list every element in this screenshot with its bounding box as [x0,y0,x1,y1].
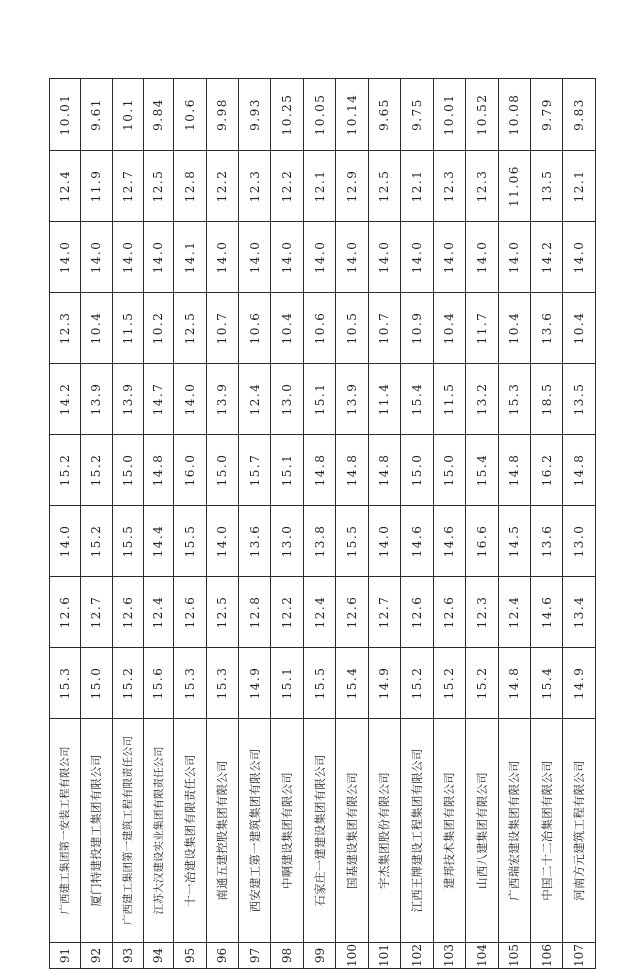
score-cell-6: 12.3 [50,293,81,364]
score-cell-9: 10.52 [466,79,498,151]
score-cell-3: 15.2 [80,506,112,577]
score-cell-8: 12.5 [143,151,174,222]
score-cell-2: 14.6 [531,577,563,648]
score-cell-2: 12.6 [433,577,465,648]
row-number: 92 [80,943,112,969]
company-name: 广西瑞宏建设集团有限公司 [498,719,530,943]
score-cell-5: 13.9 [206,364,238,435]
score-cell-7: 14.0 [271,222,303,293]
score-cell-4: 15.0 [112,435,143,506]
score-cell-3: 14.5 [498,506,530,577]
score-cell-5: 14.7 [143,364,174,435]
score-cell-1: 15.4 [531,648,563,719]
score-cell-4: 15.0 [401,435,433,506]
score-cell-3: 14.0 [50,506,81,577]
score-cell-9: 10.01 [50,79,81,151]
table-row [401,79,433,969]
score-cell-2: 12.7 [368,577,400,648]
score-cell-8: 12.1 [401,151,433,222]
score-cell-1: 14.8 [498,648,530,719]
table-body [50,79,596,969]
score-cell-5: 13.9 [112,364,143,435]
company-name: 中国二十二冶集团有限公司 [531,719,563,943]
score-cell-7: 14.0 [466,222,498,293]
score-cell-5: 11.4 [368,364,400,435]
score-cell-5: 13.9 [80,364,112,435]
score-cell-9: 10.14 [336,79,368,151]
rotated-table-wrapper [49,79,596,969]
score-cell-3: 15.5 [336,506,368,577]
score-cell-2: 12.2 [271,577,303,648]
score-cell-6: 10.7 [206,293,238,364]
row-number: 91 [50,943,81,969]
row-number: 100 [336,943,368,969]
score-cell-2: 12.4 [143,577,174,648]
company-name: 十一冶建设集团有限责任公司 [174,719,206,943]
score-cell-6: 10.2 [143,293,174,364]
table-row [368,79,400,969]
score-cell-4: 15.0 [206,435,238,506]
table-row [303,79,335,969]
score-cell-3: 14.6 [433,506,465,577]
score-cell-1: 15.3 [50,648,81,719]
row-number: 102 [401,943,433,969]
score-cell-7: 14.0 [80,222,112,293]
row-number: 96 [206,943,238,969]
score-cell-7: 14.0 [303,222,335,293]
company-name: 山西八建集团有限公司 [466,719,498,943]
score-cell-9: 9.84 [143,79,174,151]
score-cell-7: 14.0 [238,222,270,293]
score-cell-1: 15.2 [466,648,498,719]
company-name: 江苏大汉建设实业集团有限责任公司 [143,719,174,943]
score-cell-2: 12.6 [401,577,433,648]
company-name: 广西建工集团第一建筑工程有限责任公司 [112,719,143,943]
score-cell-2: 12.5 [206,577,238,648]
score-cell-9: 9.83 [563,79,596,151]
row-number: 94 [143,943,174,969]
score-cell-6: 10.9 [401,293,433,364]
score-cell-1: 15.3 [174,648,206,719]
score-cell-9: 10.08 [498,79,530,151]
score-cell-6: 10.4 [498,293,530,364]
company-name: 广西建工集团第一安装工程有限公司 [50,719,81,943]
row-number: 97 [238,943,270,969]
score-cell-4: 15.2 [80,435,112,506]
score-cell-3: 14.0 [206,506,238,577]
row-number: 95 [174,943,206,969]
score-cell-6: 10.4 [80,293,112,364]
score-cell-4: 14.8 [303,435,335,506]
score-cell-9: 9.79 [531,79,563,151]
score-cell-3: 14.4 [143,506,174,577]
score-cell-6: 10.6 [303,293,335,364]
score-cell-1: 15.4 [336,648,368,719]
company-name: 中啊建设集团有限公司 [271,719,303,943]
score-cell-1: 14.9 [368,648,400,719]
score-cell-6: 10.6 [238,293,270,364]
score-cell-7: 14.0 [498,222,530,293]
score-cell-1: 15.1 [271,648,303,719]
score-cell-9: 10.6 [174,79,206,151]
score-cell-1: 14.9 [238,648,270,719]
row-number: 103 [433,943,465,969]
score-cell-3: 13.6 [531,506,563,577]
score-cell-2: 12.6 [336,577,368,648]
table-row [50,79,81,969]
score-cell-3: 13.8 [303,506,335,577]
company-name: 建邦技术集团有限公司 [433,719,465,943]
score-cell-4: 16.2 [531,435,563,506]
company-name: 厦门特建投建工集团有限公司 [80,719,112,943]
table-row [80,79,112,969]
score-cell-1: 15.2 [112,648,143,719]
score-cell-8: 12.7 [112,151,143,222]
score-cell-4: 15.2 [50,435,81,506]
score-cell-4: 14.8 [336,435,368,506]
score-cell-8: 12.5 [368,151,400,222]
company-name: 国基建设集团有限公司 [336,719,368,943]
score-cell-3: 14.0 [368,506,400,577]
score-cell-4: 14.8 [563,435,596,506]
score-cell-9: 10.1 [112,79,143,151]
score-cell-7: 14.0 [112,222,143,293]
company-name: 河南方元建筑工程有限公司 [563,719,596,943]
score-cell-3: 13.0 [271,506,303,577]
score-cell-6: 11.5 [112,293,143,364]
score-cell-6: 10.4 [271,293,303,364]
score-cell-9: 9.65 [368,79,400,151]
score-cell-8: 12.8 [174,151,206,222]
score-cell-1: 15.0 [80,648,112,719]
score-cell-7: 14.0 [433,222,465,293]
score-cell-4: 15.4 [466,435,498,506]
score-cell-1: 15.6 [143,648,174,719]
company-name: 西安建工第一建筑集团有限公司 [238,719,270,943]
score-cell-9: 9.98 [206,79,238,151]
score-cell-4: 15.0 [433,435,465,506]
row-number: 106 [531,943,563,969]
score-cell-9: 9.93 [238,79,270,151]
score-cell-7: 14.0 [401,222,433,293]
company-name: 石家庄一建建设集团有限公司 [303,719,335,943]
score-cell-6: 10.5 [336,293,368,364]
score-cell-4: 14.8 [368,435,400,506]
score-cell-2: 12.7 [80,577,112,648]
score-cell-5: 13.2 [466,364,498,435]
score-cell-2: 12.8 [238,577,270,648]
score-cell-1: 15.2 [433,648,465,719]
score-cell-4: 16.0 [174,435,206,506]
score-cell-3: 13.0 [563,506,596,577]
score-cell-5: 15.4 [401,364,433,435]
score-cell-2: 13.4 [563,577,596,648]
score-cell-4: 15.7 [238,435,270,506]
score-cell-9: 10.01 [433,79,465,151]
score-cell-6: 12.5 [174,293,206,364]
score-cell-4: 15.1 [271,435,303,506]
row-number: 107 [563,943,596,969]
score-cell-5: 12.4 [238,364,270,435]
score-cell-2: 12.6 [112,577,143,648]
table-row [174,79,206,969]
score-cell-8: 12.3 [466,151,498,222]
score-cell-6: 11.7 [466,293,498,364]
table-row [563,79,596,969]
score-cell-4: 14.8 [498,435,530,506]
score-cell-7: 14.0 [336,222,368,293]
score-cell-2: 12.6 [50,577,81,648]
score-cell-5: 18.5 [531,364,563,435]
score-cell-8: 11.9 [80,151,112,222]
row-number: 101 [368,943,400,969]
table-row [271,79,303,969]
score-cell-5: 15.1 [303,364,335,435]
score-cell-6: 10.4 [563,293,596,364]
score-cell-3: 13.6 [238,506,270,577]
score-cell-1: 14.9 [563,648,596,719]
table-row [143,79,174,969]
score-cell-8: 12.2 [206,151,238,222]
score-cell-8: 12.3 [433,151,465,222]
score-cell-2: 12.4 [303,577,335,648]
score-cell-5: 13.0 [271,364,303,435]
score-cell-3: 15.5 [112,506,143,577]
score-cell-7: 14.0 [206,222,238,293]
score-cell-2: 12.4 [498,577,530,648]
score-cell-5: 15.3 [498,364,530,435]
score-cell-5: 14.2 [50,364,81,435]
score-cell-8: 12.2 [271,151,303,222]
table-row [433,79,465,969]
score-cell-7: 14.0 [50,222,81,293]
score-cell-8: 13.5 [531,151,563,222]
score-cell-5: 11.5 [433,364,465,435]
table-row [498,79,530,969]
table-row [206,79,238,969]
score-cell-8: 12.4 [50,151,81,222]
score-cell-2: 12.6 [174,577,206,648]
company-name: 南通五建控股集团有限公司 [206,719,238,943]
score-cell-3: 14.6 [401,506,433,577]
table-row [112,79,143,969]
score-cell-5: 14.0 [174,364,206,435]
score-cell-6: 13.6 [531,293,563,364]
score-cell-6: 10.7 [368,293,400,364]
table-row [466,79,498,969]
score-cell-3: 15.5 [174,506,206,577]
score-cell-8: 12.1 [303,151,335,222]
score-cell-5: 13.5 [563,364,596,435]
score-cell-1: 15.5 [303,648,335,719]
score-cell-8: 12.3 [238,151,270,222]
score-cell-9: 10.25 [271,79,303,151]
table-row [531,79,563,969]
score-cell-6: 10.4 [433,293,465,364]
score-cell-9: 9.75 [401,79,433,151]
score-cell-8: 11.06 [498,151,530,222]
score-cell-8: 12.9 [336,151,368,222]
score-cell-3: 16.6 [466,506,498,577]
score-cell-7: 14.0 [563,222,596,293]
row-number: 93 [112,943,143,969]
score-cell-4: 14.8 [143,435,174,506]
row-number: 105 [498,943,530,969]
score-cell-9: 10.05 [303,79,335,151]
score-cell-7: 14.0 [368,222,400,293]
score-cell-8: 12.1 [563,151,596,222]
table-row [238,79,270,969]
score-table [49,78,596,969]
score-cell-7: 14.1 [174,222,206,293]
score-cell-1: 15.3 [206,648,238,719]
score-cell-2: 12.3 [466,577,498,648]
score-cell-7: 14.0 [143,222,174,293]
row-number: 104 [466,943,498,969]
company-name: 宇杰集团股份有限公司 [368,719,400,943]
row-number: 99 [303,943,335,969]
table-row [336,79,368,969]
score-cell-7: 14.2 [531,222,563,293]
score-cell-9: 9.61 [80,79,112,151]
row-number: 98 [271,943,303,969]
score-cell-1: 15.2 [401,648,433,719]
company-name: 江西王牌建设工程集团有限公司 [401,719,433,943]
score-cell-5: 13.9 [336,364,368,435]
